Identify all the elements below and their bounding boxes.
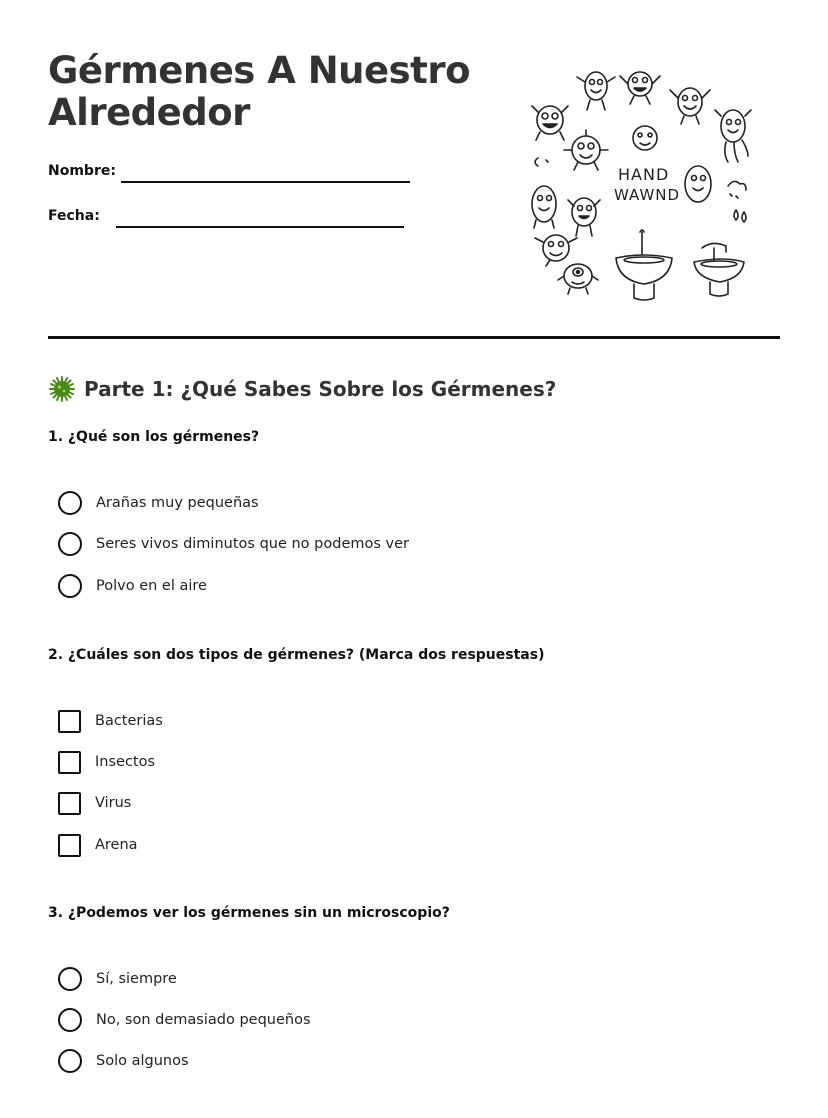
date-field [48,201,100,225]
germ-top-3-icon [620,72,660,104]
page-title: Gérmenes A Nuestro Alrededor [48,49,470,134]
radio-button[interactable] [58,532,82,556]
germ-top-4-icon [670,88,710,124]
drops-icon [728,181,746,198]
germ-top-2-icon [577,72,615,110]
germs-handwash-illustration-icon [530,62,760,306]
q3-option-1[interactable]: Sí, siempre [58,966,177,992]
q2-option-1[interactable]: Bacterias [58,708,163,734]
name-field [48,156,116,180]
checkbox[interactable] [58,751,81,774]
section-1-title [48,372,556,406]
q2-option-2[interactable]: Insectos [58,749,155,775]
q1-option-1[interactable]: Arañas muy pequeñas [58,490,259,516]
q2-option-4[interactable]: Arena [58,832,138,858]
germ-center-icon [633,126,657,150]
germ-top-right-icon [715,110,751,162]
header-divider [48,336,780,339]
sink-2-icon [694,243,744,296]
germ-left-3-icon [532,186,556,228]
germ-right-mid-icon [685,166,711,202]
date-line[interactable] [116,226,404,228]
germ-left-2-icon [564,130,608,170]
worksheet-page [48,0,780,1118]
radio-button[interactable] [58,967,82,991]
germ-top-left-icon [532,106,568,140]
q3-option-3[interactable]: Solo algunos [58,1048,189,1074]
svg-text:WAWND: WAWND [614,186,681,204]
radio-button[interactable] [58,491,82,515]
radio-button[interactable] [58,1008,82,1032]
question-3: 3. ¿Podemos ver los gérmenes sin un microscopio? [48,905,450,921]
q1-option-3[interactable]: Polvo en el aire [58,573,207,599]
section-1-title-text: Parte 1: ¿Qué Sabes Sobre los Gérmenes? [84,377,557,401]
q3-option-2[interactable]: No, son demasiado pequeños [58,1007,311,1033]
sink-icon [616,230,672,300]
germ-icon [48,375,76,403]
date-label: Fecha: [48,208,100,224]
radio-button[interactable] [58,574,82,598]
q1-option-2[interactable]: Seres vivos diminutos que no podemos ver [58,531,409,557]
checkbox[interactable] [58,710,81,733]
germ-left-4-icon [568,198,600,236]
radio-button[interactable] [58,1049,82,1073]
name-label: Nombre: [48,163,116,179]
germ-bottom-2-icon [558,264,598,294]
checkbox[interactable] [58,792,81,815]
checkbox[interactable] [58,834,81,857]
question-2: 2. ¿Cuáles son dos tipos de gérmenes? (Marca dos respuestas) [48,647,545,663]
question-1: 1. ¿Qué son los gérmenes? [48,429,260,445]
q2-option-3[interactable]: Virus [58,790,131,816]
germ-bottom-left-icon [535,235,577,266]
svg-text:HAND: HAND [618,165,670,184]
name-line[interactable] [121,181,410,183]
